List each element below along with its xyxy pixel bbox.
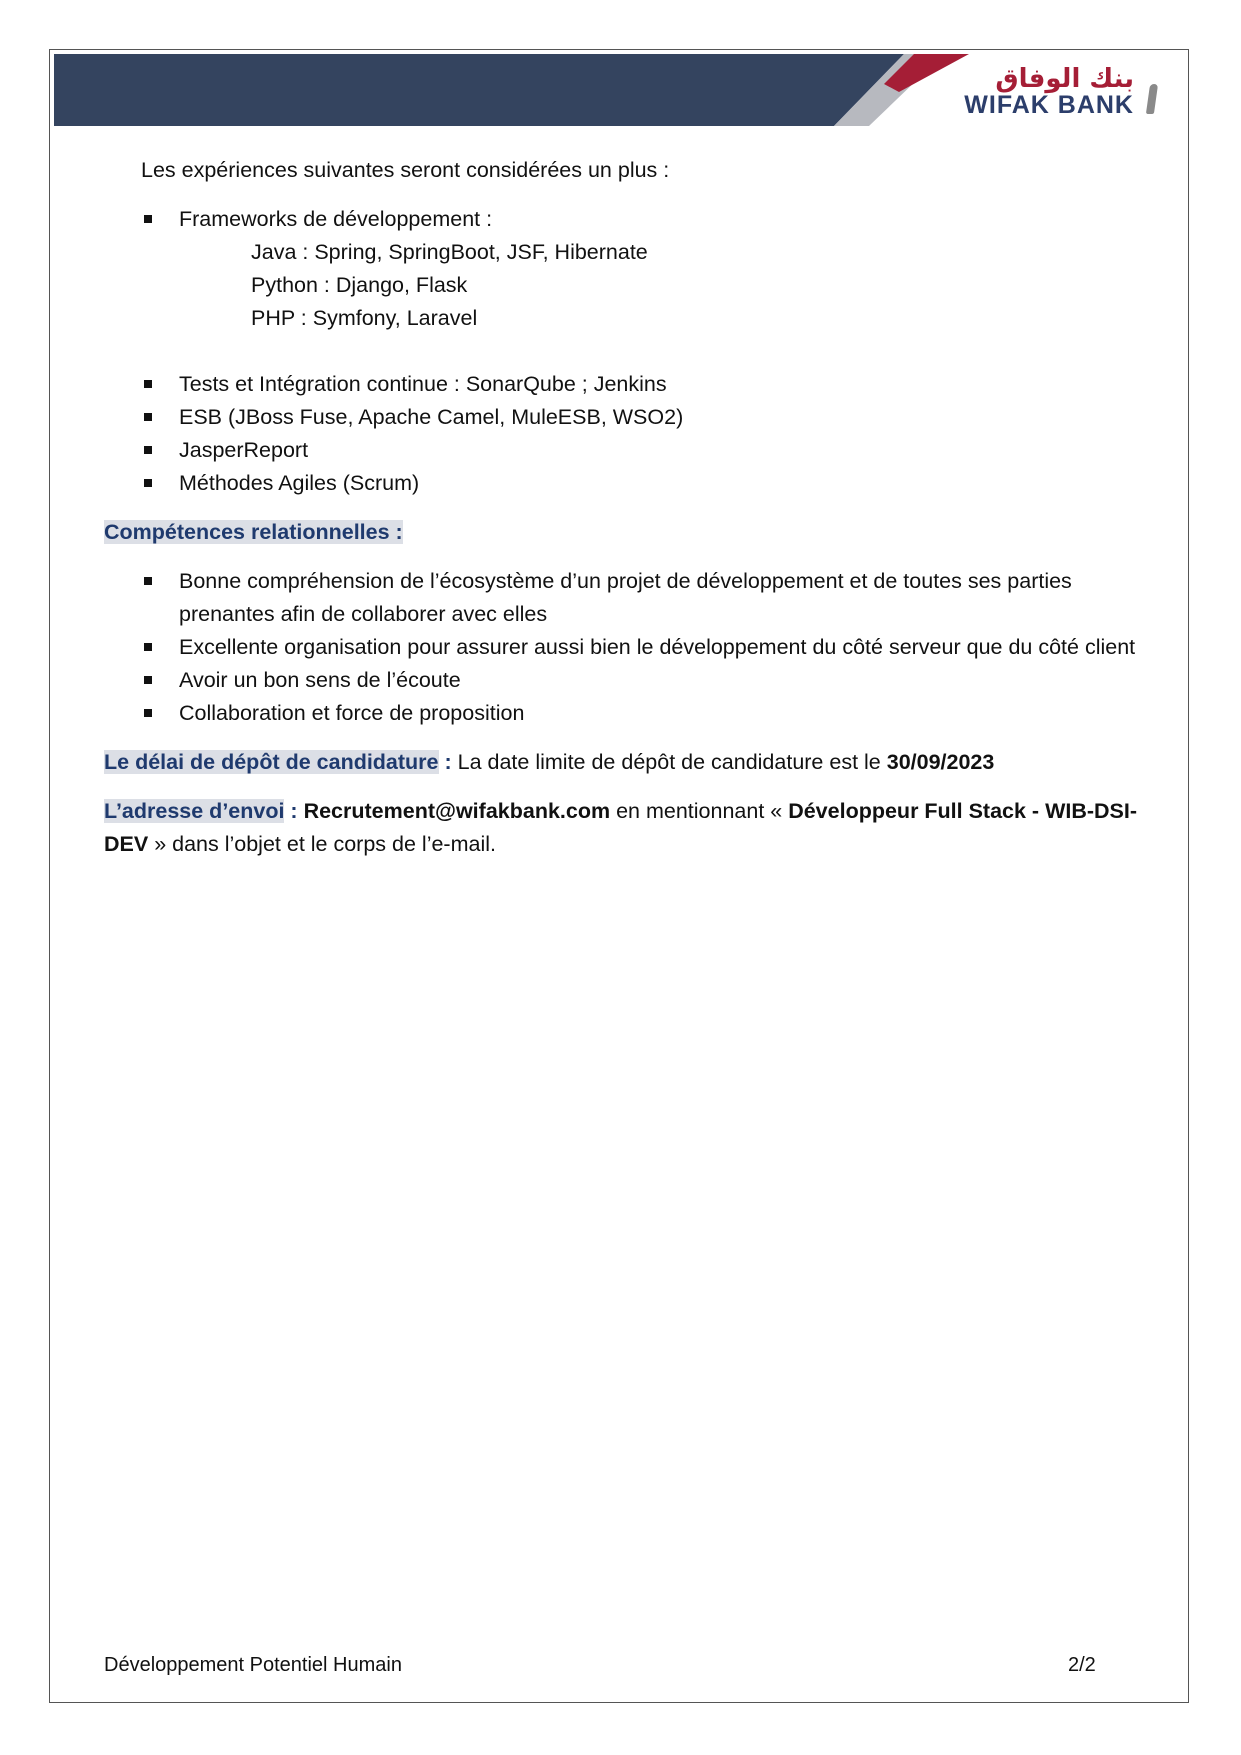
deadline-date: 30/09/2023	[886, 750, 995, 774]
bullet-icon	[144, 413, 152, 421]
competences-list	[104, 565, 1144, 730]
bullet-icon	[144, 380, 152, 388]
address-label: L’adresse d’envoi	[104, 799, 285, 823]
bullet-icon	[144, 643, 152, 651]
bullet-icon	[144, 479, 152, 487]
framework-python: Python : Django, Flask	[251, 273, 468, 297]
bullet-icon	[144, 676, 152, 684]
list-item: Avoir un bon sens de l’écoute	[104, 664, 1144, 697]
deadline-label: Le délai de dépôt de candidature	[104, 750, 439, 774]
list-item: Tests et Intégration continue : SonarQube ; Jenkins	[104, 368, 1144, 401]
framework-java: Java : Spring, SpringBoot, JSF, Hibernate	[251, 240, 648, 264]
list-item: Frameworks de développement :	[104, 203, 1144, 236]
framework-php: PHP : Symfony, Laravel	[251, 306, 478, 330]
bullet-icon	[144, 709, 152, 717]
list-item: ESB (JBoss Fuse, Apache Camel, MuleESB, WSO2)	[104, 401, 1144, 434]
bullet-icon	[144, 446, 152, 454]
deadline-paragraph: Le délai de dépôt de candidature : La date limite de dépôt de candidature est le 30/09/2023	[104, 750, 995, 774]
intro-text: Les expériences suivantes seront considérées un plus :	[141, 158, 670, 182]
list-item: Excellente organisation pour assurer aussi bien le développement du côté serveur que du côté client	[104, 631, 1144, 664]
logo-text: WIFAK BANK	[964, 91, 1134, 119]
address-paragraph: L’adresse d’envoi : Recrutement@wifakbank.com en mentionnant « Développeur Full Stack - WIB-DSI-DEV » dans l’objet et le corps de l’e-mail.	[104, 799, 1138, 856]
competences-heading	[104, 516, 1144, 549]
page-number: 2/2	[1068, 1654, 1096, 1676]
footer-department: Développement Potentiel Humain	[104, 1654, 402, 1676]
experience-list	[104, 203, 1144, 500]
bullet-icon	[144, 577, 152, 585]
competences-title: Compétences relationnelles :	[104, 520, 403, 544]
document-body	[104, 154, 1144, 861]
header-bar	[54, 54, 904, 126]
email-link[interactable]: Recrutement@wifakbank.com	[297, 799, 611, 823]
list-item: Collaboration et force de proposition	[104, 697, 1144, 730]
list-item: Méthodes Agiles (Scrum)	[104, 467, 1144, 500]
list-item: JasperReport	[104, 434, 1144, 467]
bullet-icon	[144, 215, 152, 223]
wifak-bank-logo	[964, 66, 1134, 118]
logo-arabic: بنك الوفاق	[995, 64, 1134, 94]
list-item: Bonne compréhension de l’écosystème d’un projet de développement et de toutes ses parties prenantes afin de collaborer avec elles	[104, 565, 1144, 631]
email-subject: Développeur Full Stack - WIB-DSI-DEV	[104, 799, 1138, 856]
page-header	[54, 54, 1184, 126]
